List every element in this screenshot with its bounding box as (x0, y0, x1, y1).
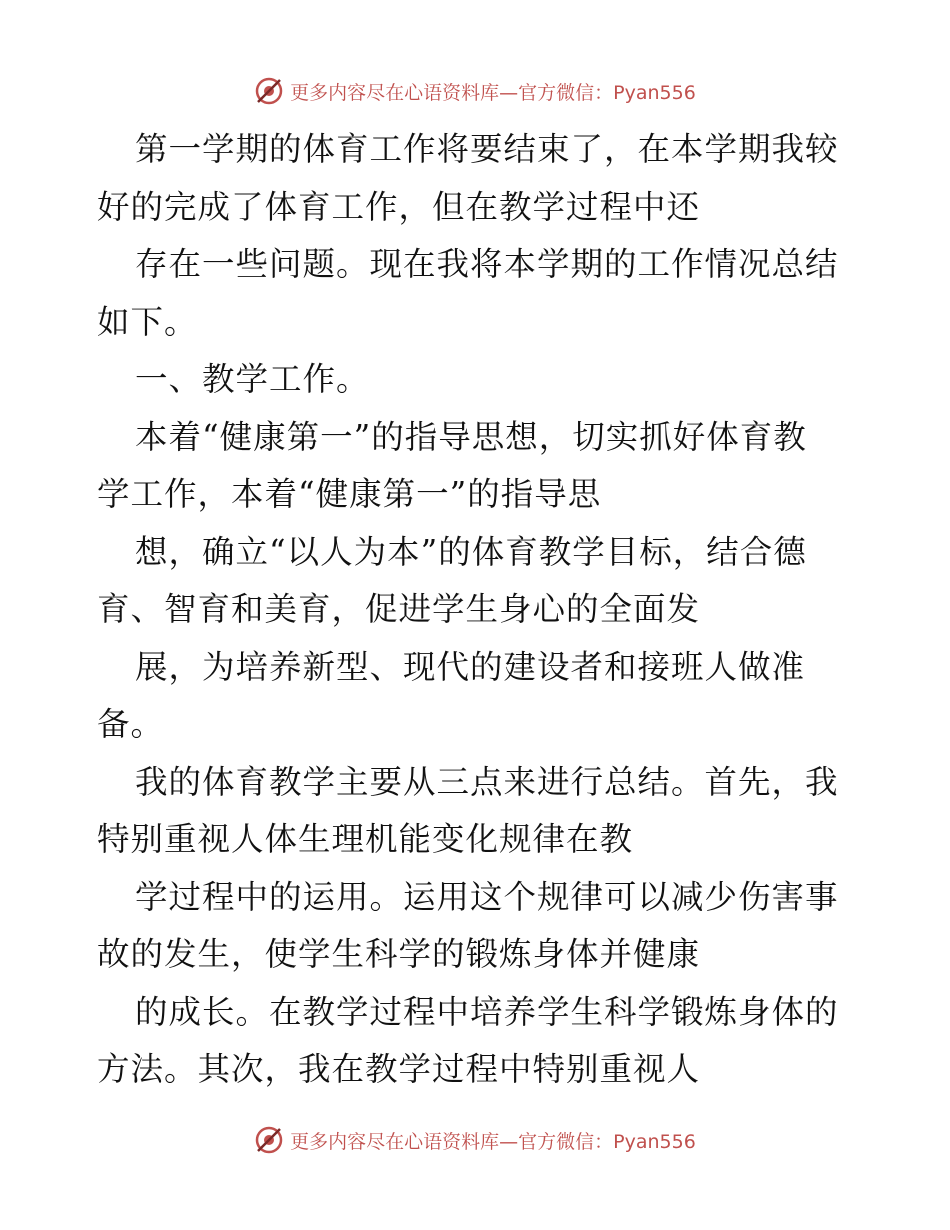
paragraph (97, 409, 857, 524)
text-line: 存在一些问题。现在我将本学期的工作情况总结 (135, 245, 839, 283)
text-line: 特别重视人体生理机能变化规律在教 (97, 820, 634, 858)
text-line: 我的体育教学主要从三点来进行总结。首先，我 (135, 762, 839, 801)
text-line: 学过程中的运用。运用这个规律可以减少伤害事 (135, 877, 839, 916)
text-line: 的成长。在教学过程中培养学生科学锻炼身体的 (135, 992, 839, 1031)
banner-slogan: 更多内容尽在心语资料库—官方微信：Pyan556 (290, 1130, 696, 1153)
text-line: 好的完成了体育工作，但在教学过程中还 (97, 187, 701, 226)
paragraph (97, 984, 857, 1099)
text-line: 想，确立“以人为本”的体育教学目标，结合德 (135, 532, 807, 571)
paragraph (97, 121, 857, 236)
text-line: 一、教学工作。 (135, 360, 370, 398)
text-line: 如下。 (97, 302, 198, 341)
paragraph (97, 869, 857, 984)
text-line: 育、智育和美育，促进学生身心的全面发 (97, 590, 701, 628)
paragraph (97, 754, 857, 869)
brand-logo-icon (254, 76, 284, 106)
brand-logo-icon (254, 1125, 284, 1155)
text-line: 学工作，本着“健康第一”的指导思 (97, 475, 602, 513)
paragraph (97, 236, 857, 351)
text-line: 备。 (97, 705, 165, 743)
header-banner (0, 71, 950, 111)
text-line: 第一学期的体育工作将要结束了，在本学期我较 (135, 130, 839, 168)
text-line: 本着“健康第一”的指导思想，切实抓好体育教 (135, 417, 807, 456)
section-heading (97, 351, 857, 409)
footer-banner (0, 1120, 950, 1160)
paragraph (97, 524, 857, 639)
text-line: 故的发生，使学生科学的锻炼身体并健康 (97, 935, 701, 973)
document-body (97, 121, 857, 1099)
paragraph (97, 639, 857, 754)
text-line: 展，为培养新型、现代的建设者和接班人做准 (135, 647, 806, 686)
banner-slogan: 更多内容尽在心语资料库—官方微信：Pyan556 (290, 81, 696, 104)
text-line: 方法。其次，我在教学过程中特别重视人 (97, 1050, 701, 1088)
